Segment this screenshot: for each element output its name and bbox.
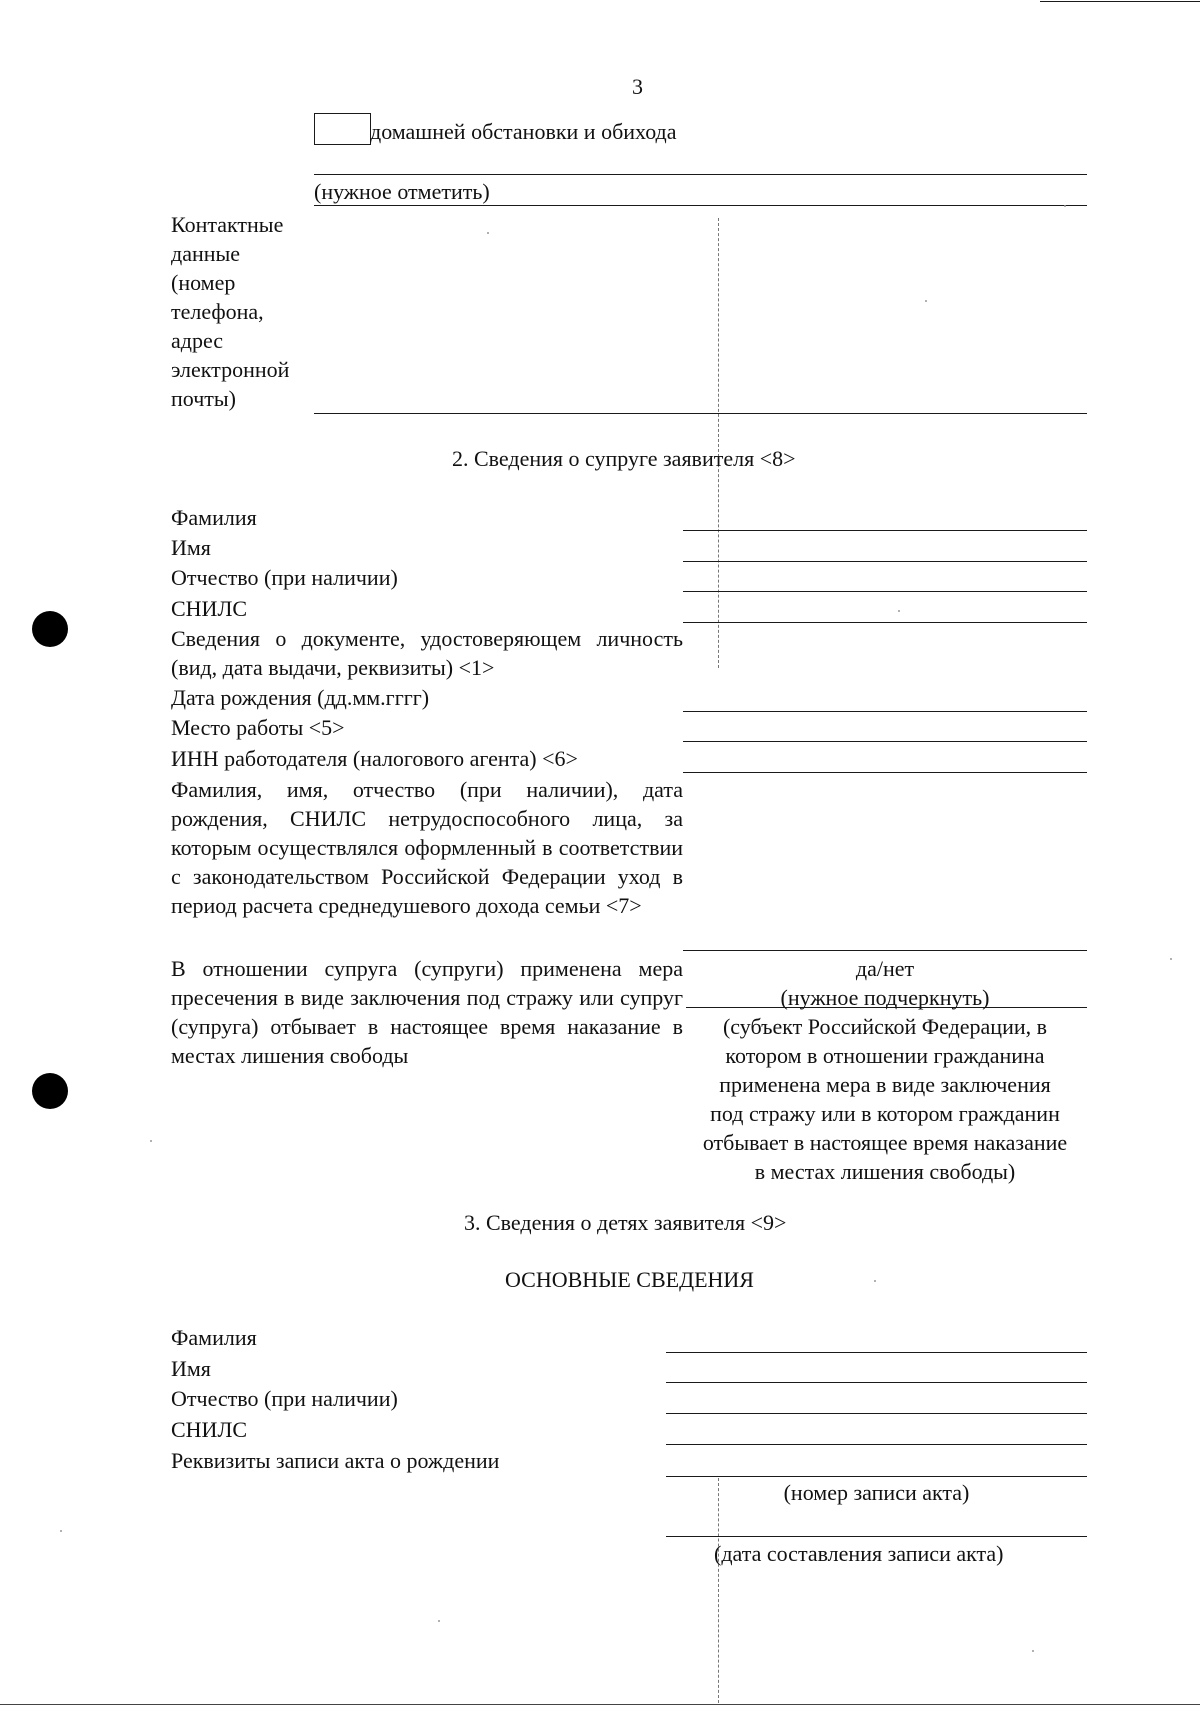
- spouse-patronymic-label: Отчество (при наличии): [171, 565, 398, 590]
- scan-speck: [438, 1620, 440, 1622]
- scan-speck: [60, 1530, 62, 1532]
- spouse-birth-date-field[interactable]: [683, 711, 1087, 712]
- custody-region-hint-line: (субъект Российской Федерации, в: [722, 1014, 1048, 1039]
- care-option-label: домашней обстановки и обихода: [370, 119, 677, 144]
- scan-speck: [898, 610, 900, 612]
- fold-line-lower: [718, 1478, 719, 1703]
- contacts-label-line: адрес: [171, 328, 224, 353]
- spouse-birth-date-label: Дата рождения (дд.мм.гггг): [171, 685, 430, 710]
- scan-speck: [874, 1280, 876, 1282]
- spouse-workplace-label: Место работы <5>: [171, 715, 345, 740]
- scan-edge-bottom: [0, 1704, 1200, 1705]
- spouse-custody-answer: да/нет: [855, 956, 915, 981]
- spouse-custody-region-hint: [680, 1012, 1090, 1186]
- custody-region-hint-line: в местах лишения свободы): [754, 1159, 1016, 1184]
- contacts-label-line: почты): [171, 386, 236, 411]
- child-patronymic-field[interactable]: [666, 1413, 1087, 1414]
- contacts-label-line: данные: [171, 241, 241, 266]
- scan-speck: [487, 232, 489, 234]
- children-subheading: ОСНОВНЫЕ СВЕДЕНИЯ: [505, 1267, 754, 1292]
- child-patronymic-label: Отчество (при наличии): [171, 1386, 398, 1411]
- contacts-label-line: телефона,: [171, 299, 264, 324]
- child-snils-label: СНИЛС: [171, 1417, 248, 1442]
- spouse-surname-field[interactable]: [683, 530, 1087, 531]
- punch-hole-lower: [32, 1073, 68, 1109]
- scan-speck: [150, 1140, 152, 1142]
- custody-region-hint-line: котором в отношении гражданина: [725, 1043, 1045, 1068]
- care-option-hint-underline: [314, 205, 1087, 206]
- child-record-number-hint: (номер записи акта): [783, 1480, 970, 1505]
- spouse-name-label: Имя: [171, 535, 211, 560]
- scan-speck: [1064, 205, 1066, 207]
- child-surname-field[interactable]: [666, 1352, 1087, 1353]
- spouse-dependent-label: Фамилия, имя, отчество (при наличии), дата рождения, СНИЛС нетрудоспособного лица, за которым осуществлялся оформленный в соответствии с законодательством Российской Федерации уход в период расчета среднедушевого дохода семьи <7>: [171, 777, 683, 918]
- spouse-heading: 2. Сведения о супруге заявителя <8>: [452, 446, 796, 471]
- child-snils-field[interactable]: [666, 1444, 1087, 1445]
- spouse-name-field[interactable]: [683, 561, 1087, 562]
- punch-hole-upper: [32, 611, 68, 647]
- scan-speck: [1032, 1650, 1034, 1652]
- care-option-line: [314, 174, 1087, 175]
- scan-speck: [925, 300, 927, 302]
- child-record-date-field[interactable]: [666, 1536, 1087, 1537]
- care-option-checkbox[interactable]: [314, 113, 371, 145]
- custody-region-hint-line: применена мера в виде заключения: [719, 1072, 1051, 1097]
- spouse-surname-label: Фамилия: [171, 505, 257, 530]
- child-name-field[interactable]: [666, 1382, 1087, 1383]
- custody-region-hint-line: отбывает в настоящее время наказание: [702, 1130, 1068, 1155]
- spouse-employer-inn-label: ИНН работодателя (налогового агента) <6>: [171, 746, 578, 771]
- page-number: 3: [632, 74, 643, 99]
- spouse-patronymic-field[interactable]: [683, 591, 1087, 592]
- spouse-workplace-field[interactable]: [683, 741, 1087, 742]
- spouse-custody-answer-hint: (нужное подчеркнуть): [780, 985, 990, 1010]
- spouse-dependent-field[interactable]: [683, 950, 1087, 951]
- contacts-field[interactable]: [314, 413, 1087, 414]
- custody-region-hint-line: под стражу или в котором гражданин: [710, 1101, 1060, 1126]
- contacts-label-line: электронной: [171, 357, 290, 382]
- fold-line: [718, 218, 719, 668]
- scan-speck: [1170, 958, 1172, 960]
- spouse-employer-inn-field[interactable]: [683, 772, 1087, 773]
- spouse-identity-doc-label: Сведения о документе, удостоверяющем личность (вид, дата выдачи, реквизиты) <1>: [171, 626, 683, 680]
- spouse-snils-label: СНИЛС: [171, 596, 248, 621]
- spouse-snils-field[interactable]: [683, 622, 1087, 623]
- child-record-number-field[interactable]: [666, 1476, 1087, 1477]
- child-record-date-hint: (дата составления записи акта): [714, 1541, 1004, 1566]
- child-name-label: Имя: [171, 1356, 211, 1381]
- contacts-label-line: Контактные: [171, 212, 284, 237]
- scan-edge-top-right: [1040, 1, 1200, 2]
- child-birth-record-label: Реквизиты записи акта о рождении: [171, 1448, 500, 1473]
- children-heading: 3. Сведения о детях заявителя <9>: [464, 1210, 787, 1235]
- spouse-custody-label: В отношении супруга (супруги) применена мера пресечения в виде заключения под стражу или супруг (супруга) отбывает в настоящее время наказание в местах лишения свободы: [171, 956, 683, 1068]
- contacts-label-line: (номер: [171, 270, 236, 295]
- care-option-hint: (нужное отметить): [314, 179, 490, 204]
- contacts-label: [171, 210, 289, 413]
- child-surname-label: Фамилия: [171, 1325, 257, 1350]
